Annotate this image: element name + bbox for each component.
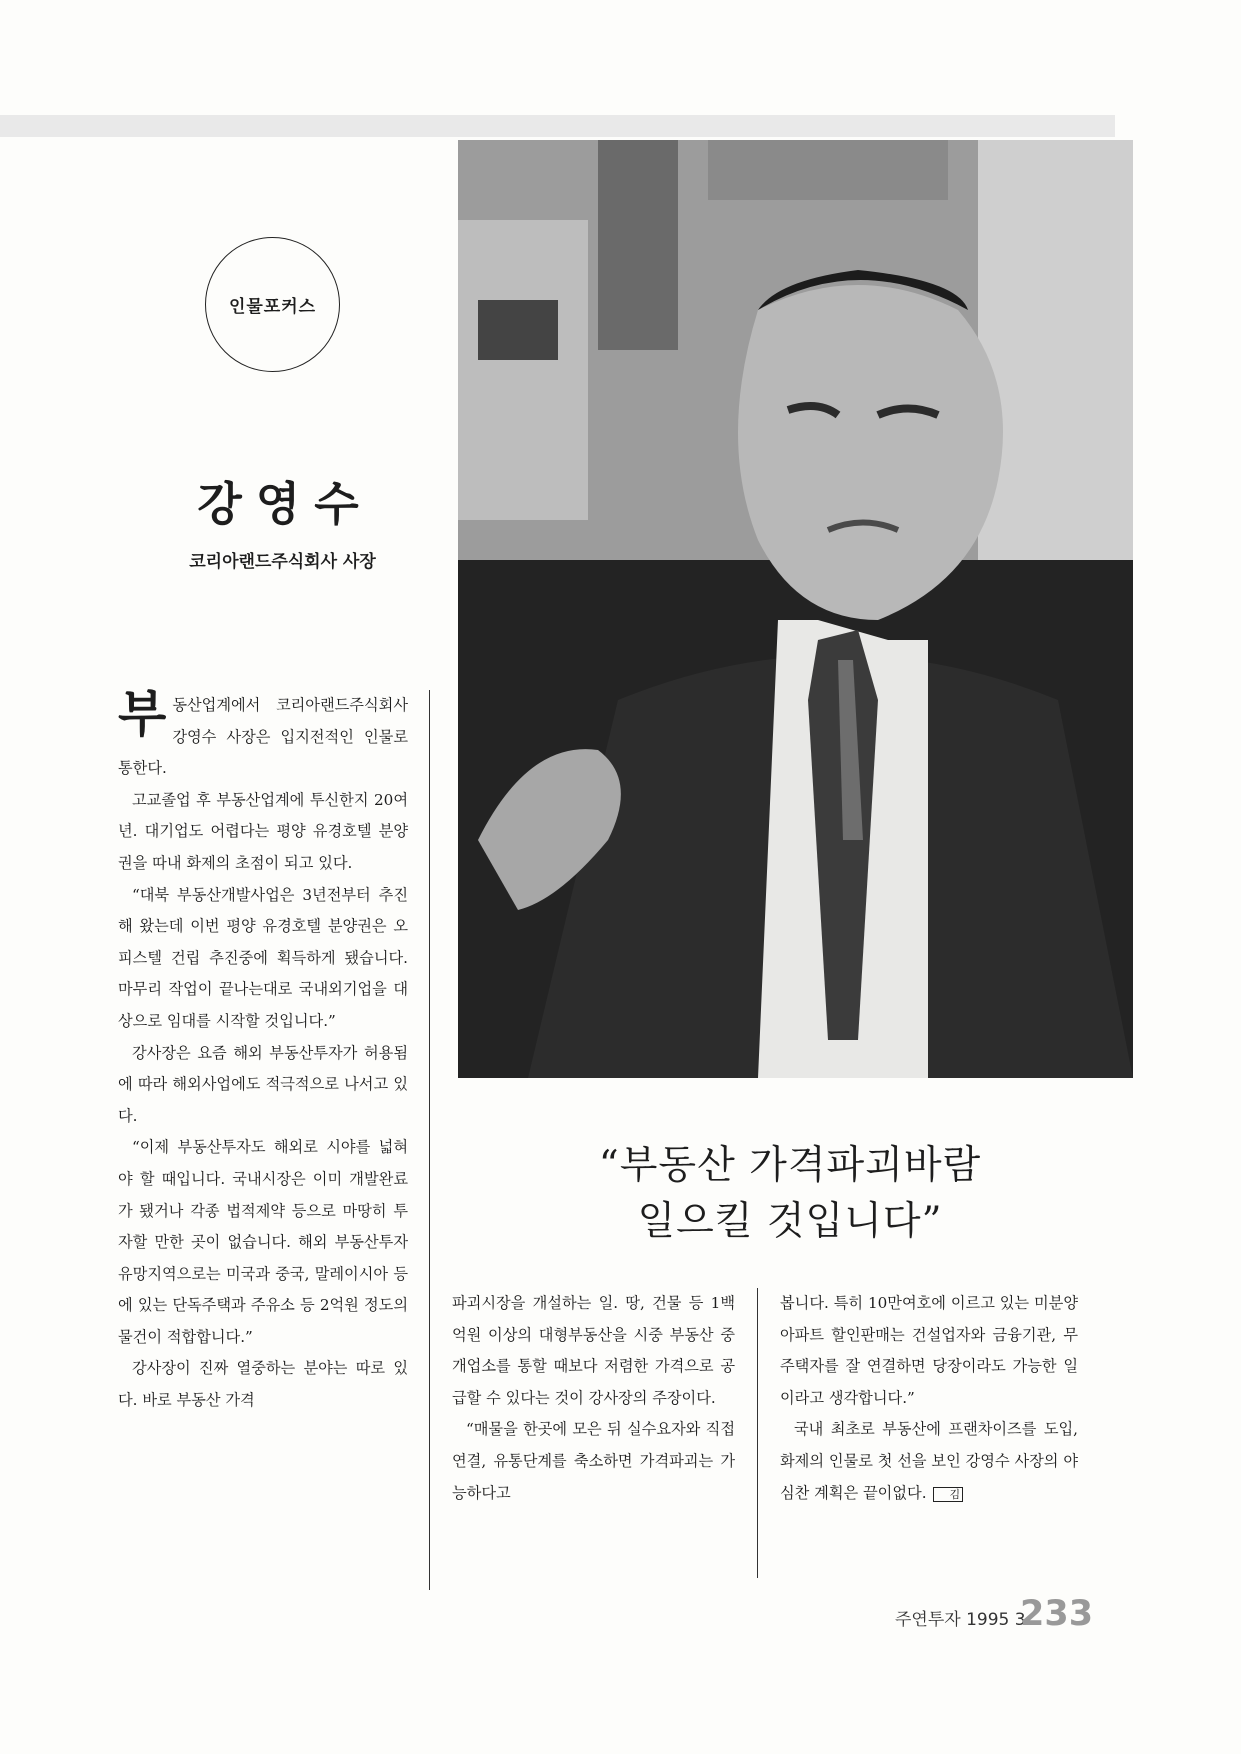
portrait-photo [458,140,1133,1078]
pull-quote-line: 일으킬 것입니다” [637,1199,943,1244]
paragraph: 동산업계에서 코리아랜드주식회사 강영수 사장은 입지전적인 인물로 통한다. [118,696,408,778]
person-title: 코리아랜드주식회사 사장 [189,552,376,572]
paragraph: 고교졸업 후 부동산업계에 투신한지 20여년. 대기업도 어렵다는 평양 유경호텔 분양권을 따내 화제의 초점이 되고 있다. [118,790,408,872]
paragraph: 봅니다. 특히 10만여호에 이르고 있는 미분양아파트 할인판매는 건설업자와 금융기관, 무주택자를 잘 연결하면 당장이라도 가능한 일이라고 생각합니다.” [780,1294,1078,1407]
paragraph: 강사장이 진짜 열중하는 분야는 따로 있다. 바로 부동산 가격 [118,1359,408,1410]
body-column-2 [452,1288,735,1509]
paragraph: 파괴시장을 개설하는 일. 땅, 건물 등 1백억원 이상의 대형부동산을 시중 부동산 중개업소를 통할 때보다 저렴한 가격으로 공급할 수 있다는 것이 강사장의 주장이다. [452,1294,735,1407]
pull-quote [460,1138,1120,1250]
column-divider [429,690,430,1590]
pull-quote-line: “부동산 가격파괴바람 [598,1143,982,1188]
paragraph: “이제 부동산투자도 해외로 시야를 넓혀야 할 때입니다. 국내시장은 이미 개발완료가 됐거나 각종 법적제약 등으로 마땅히 투자할 만한 곳이 없습니다. 해외 부동산투자 유망지역으로는 미국과 중국, 말레이시아 등에 있는 단독주택과 주유소 등 2억원 정도의 물건이 적합합니다.” [118,1138,408,1346]
column-divider [757,1288,758,1578]
top-band [0,115,1115,137]
paragraph: “대북 부동산개발사업은 3년전부터 추진해 왔는데 이번 평양 유경호텔 분양권은 오피스텔 건립 추진중에 획득하게 됐습니다. 마무리 작업이 끝나는대로 국내외기업을 대상으로 임대를 시작할 것입니다.” [118,885,408,1030]
portrait-photo-icon [458,140,1133,1078]
section-label: 인물포커스 [228,297,317,317]
paragraph: “매물을 한곳에 모은 뒤 실수요자와 직접 연결, 유통단계를 축소하면 가격파괴는 가능하다고 [452,1420,735,1502]
paragraph: 국내 최초로 부동산에 프랜차이즈를 도입, 화제의 인물로 첫 선을 보인 강영수 사장의 야심찬 계획은 끝이없다. [780,1420,1078,1502]
paragraph: 강사장은 요즘 해외 부동산투자가 허용됨에 따라 해외사업에도 적극적으로 나서고 있다. [118,1043,408,1125]
body-column-1 [118,684,408,1417]
section-badge [205,237,340,372]
drop-cap: 부 [118,684,167,743]
person-name: 강영수 [197,477,373,531]
page-number: 233 [1020,1594,1094,1634]
end-mark: 김 [933,1487,964,1502]
body-column-3 [780,1288,1078,1509]
footer-magazine: 주연투자 1995 3 [895,1610,1026,1630]
